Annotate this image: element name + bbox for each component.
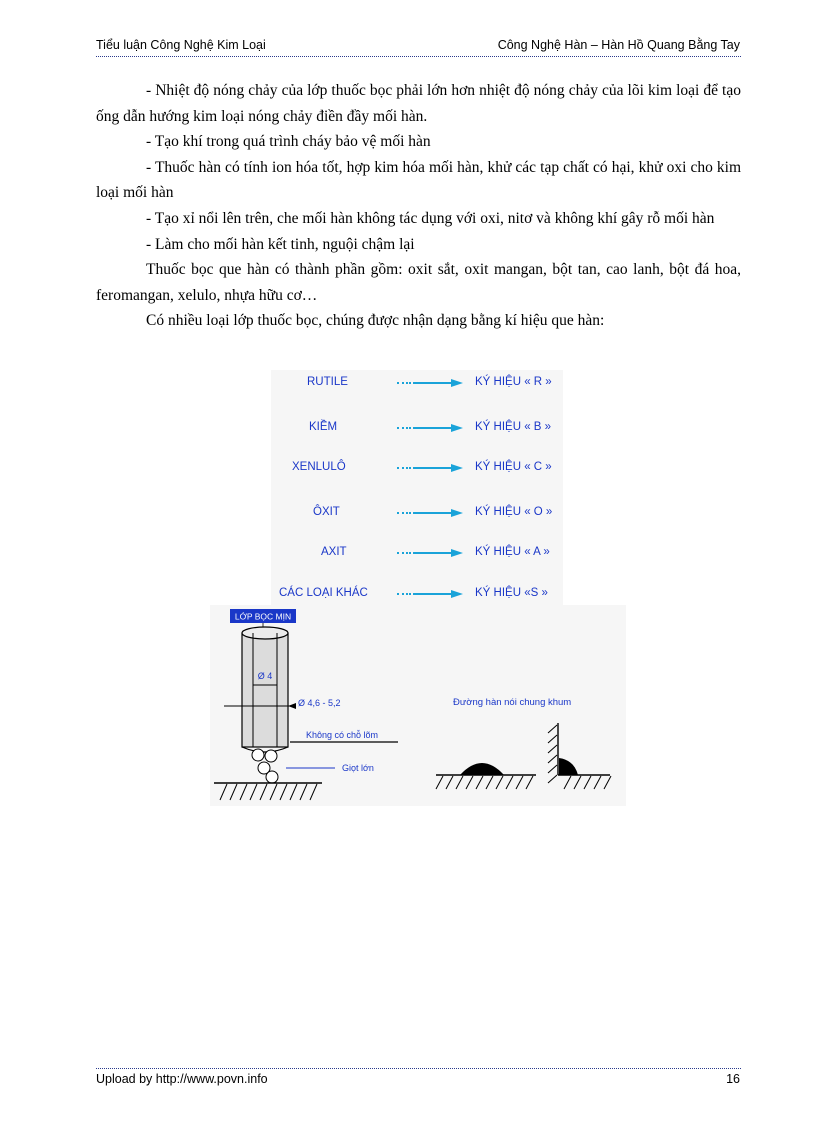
legend-row-xenlulo xyxy=(271,461,563,481)
arrow-icon xyxy=(391,588,467,600)
electrode-diagram xyxy=(210,605,626,806)
coating-type-legend xyxy=(271,370,563,606)
droplet-label: Giọt lớn xyxy=(342,763,374,773)
coating-code: KÝ HIỆU « A » xyxy=(475,546,550,558)
coating-code: KÝ HIỆU « C » xyxy=(475,461,552,473)
legend-row-kiem xyxy=(271,421,563,441)
base-plate-left xyxy=(214,783,322,800)
body-text xyxy=(96,78,741,334)
paragraph: - Thuốc hàn có tính ion hóa tốt, hợp kim hóa mối hàn, khử các tạp chất có hại, khử oxi cho kim loại mối hàn xyxy=(96,158,741,202)
footer-divider xyxy=(96,1068,741,1069)
electrode-cylinder xyxy=(242,627,288,752)
coating-name: ÔXIT xyxy=(313,506,340,518)
outer-diameter-label: Ø 4,6 - 5,2 xyxy=(298,698,341,708)
arrow-icon xyxy=(391,422,467,434)
coating-name: XENLULÔ xyxy=(292,461,346,473)
coating-name: RUTILE xyxy=(307,376,348,388)
arrow-icon xyxy=(391,547,467,559)
flat-weld xyxy=(436,763,536,789)
coating-name: CÁC LOẠI KHÁC xyxy=(279,587,368,599)
no-recess-label: Không có chỗ lõm xyxy=(306,730,379,740)
fillet-weld xyxy=(548,723,611,789)
coating-name: AXIT xyxy=(321,546,347,558)
arrow-icon xyxy=(288,703,296,709)
header-divider xyxy=(96,56,741,57)
header-right-title: Công Nghệ Hàn – Hàn Hồ Quang Bằng Tay xyxy=(497,38,740,52)
paragraph: - Nhiệt độ nóng chảy của lớp thuốc bọc phải lớn hơn nhiệt độ nóng chảy của lõi kim loại để tạo ống dẫn hướng kim loại nóng chảy điền đầy mối hàn. xyxy=(96,82,741,125)
arrow-icon xyxy=(391,507,467,519)
paragraph: Thuốc bọc que hàn có thành phần gồm: oxit sắt, oxit mangan, bột tan, cao lanh, bột đá hoa, feromangan, xelulo, nhựa hữu cơ… xyxy=(96,261,741,304)
legend-row-axit xyxy=(271,546,563,566)
paragraph: - Làm cho mối hàn kết tinh, nguội chậm lại xyxy=(146,235,415,253)
paragraph: - Tạo xỉ nổi lên trên, che mối hàn không tác dụng với oxi, nitơ và không khí gây rỗ mối hàn xyxy=(146,209,715,227)
header-left-title: Tiểu luận Công Nghệ Kim Loại xyxy=(96,38,266,52)
coating-code: KÝ HIỆU «S » xyxy=(475,587,548,599)
paragraph: - Tạo khí trong quá trình cháy bảo vệ mối hàn xyxy=(146,133,431,151)
coating-code: KÝ HIỆU « B » xyxy=(475,421,552,433)
page-header xyxy=(96,38,740,58)
coating-code: KÝ HIỆU « R » xyxy=(475,376,552,388)
paragraph: Có nhiều loại lớp thuốc bọc, chúng được nhận dạng bằng kí hiệu que hàn: xyxy=(146,312,605,330)
legend-row-oxit xyxy=(271,506,563,526)
footer-source: Upload by http://www.povn.info xyxy=(96,1072,268,1086)
legend-row-rutile xyxy=(271,376,563,396)
weld-shape-label: Đường hàn nói chung khum xyxy=(453,697,572,708)
coating-name: KIỀM xyxy=(309,421,338,433)
legend-row-cac-loai-khac xyxy=(271,587,563,607)
droplets xyxy=(252,749,278,783)
arrow-icon xyxy=(391,462,467,474)
core-diameter-label: Ø 4 xyxy=(257,671,273,681)
coating-code: KÝ HIỆU « O » xyxy=(475,506,553,518)
arrow-icon xyxy=(391,377,467,389)
coating-label: LỚP BỌC MỊN xyxy=(234,611,292,622)
page-number: 16 xyxy=(726,1072,740,1086)
